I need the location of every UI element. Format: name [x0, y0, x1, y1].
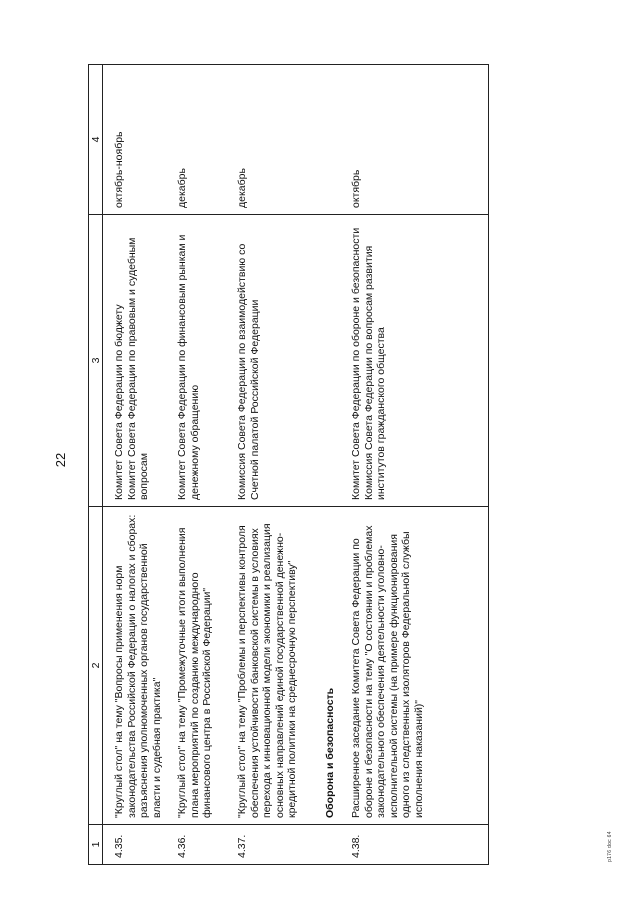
table-row	[103, 65, 177, 865]
table-row	[176, 65, 236, 865]
responsible-committee: Комитет Совета Федерации по правовым и судебным вопросам	[125, 237, 151, 500]
section-heading: Оборона и безопасность	[324, 507, 350, 825]
item-number: 4.38.	[350, 825, 489, 865]
responsible-committees	[236, 215, 324, 507]
event-description: "Круглый стол" на тему "Вопросы применения норм законодательства Российской Федерации о налогах и сборах: разъяснения уполномоченных органов государственной власти и судебная практика"	[103, 507, 177, 825]
event-date: декабрь	[176, 65, 236, 215]
footer-mark: p176 doc 64	[607, 831, 613, 862]
page-number: 22	[53, 452, 68, 468]
section-row	[324, 65, 350, 865]
table-row	[350, 65, 489, 865]
item-number: 4.37.	[236, 825, 324, 865]
event-date: октябрь-ноябрь	[103, 65, 177, 215]
responsible-committee: Комиссия Совета Федерации по взаимодействию со Счетной палатой Российской Федерации	[236, 243, 261, 500]
event-date: декабрь	[236, 65, 324, 215]
event-description: Расширенное заседание Комитета Совета Федерации по обороне и безопасности на тему "О состоянии и проблемах законодательного обеспечения деятельности уголовно-исполнительной системы (на примере функционирования одного из следственных изоляторов Федеральной службы исполнения наказаний)"	[350, 507, 489, 825]
responsible-committees	[350, 215, 489, 507]
item-number: 4.35.	[103, 825, 177, 865]
column-number: 4	[89, 65, 103, 215]
responsible-committee: Комитет Совета Федерации по обороне и безопасности	[350, 227, 362, 500]
responsible-committee: Комитет Совета Федерации по финансовым рынкам и денежному обращению	[176, 234, 201, 500]
event-description: "Круглый стол" на тему "Промежуточные итоги выполнения плана мероприятий по созданию международного финансового центра в Российской Федерации"	[176, 507, 236, 825]
event-description: "Круглый стол" на тему "Проблемы и перспективы контроля обеспечения устойчивости банковской системы в условиях перехода к инновационной модели экономики и реализация основных направлений единой государственной денежно-кредитной политики на среднесрочную перспективу"	[236, 507, 324, 825]
responsible-committees	[103, 215, 177, 507]
event-date: октябрь	[350, 65, 489, 215]
responsible-committee: Комитет Совета Федерации по бюджету	[113, 304, 125, 500]
column-number: 3	[89, 215, 103, 507]
responsible-committee: Комиссия Совета Федерации по вопросам развития институтов гражданского общества	[362, 245, 388, 500]
responsible-committees	[176, 215, 236, 507]
column-number: 2	[89, 507, 103, 825]
table-row	[236, 65, 324, 865]
column-number-row	[89, 65, 103, 865]
item-number: 4.36.	[176, 825, 236, 865]
column-number: 1	[89, 825, 103, 865]
events-table	[88, 64, 489, 865]
